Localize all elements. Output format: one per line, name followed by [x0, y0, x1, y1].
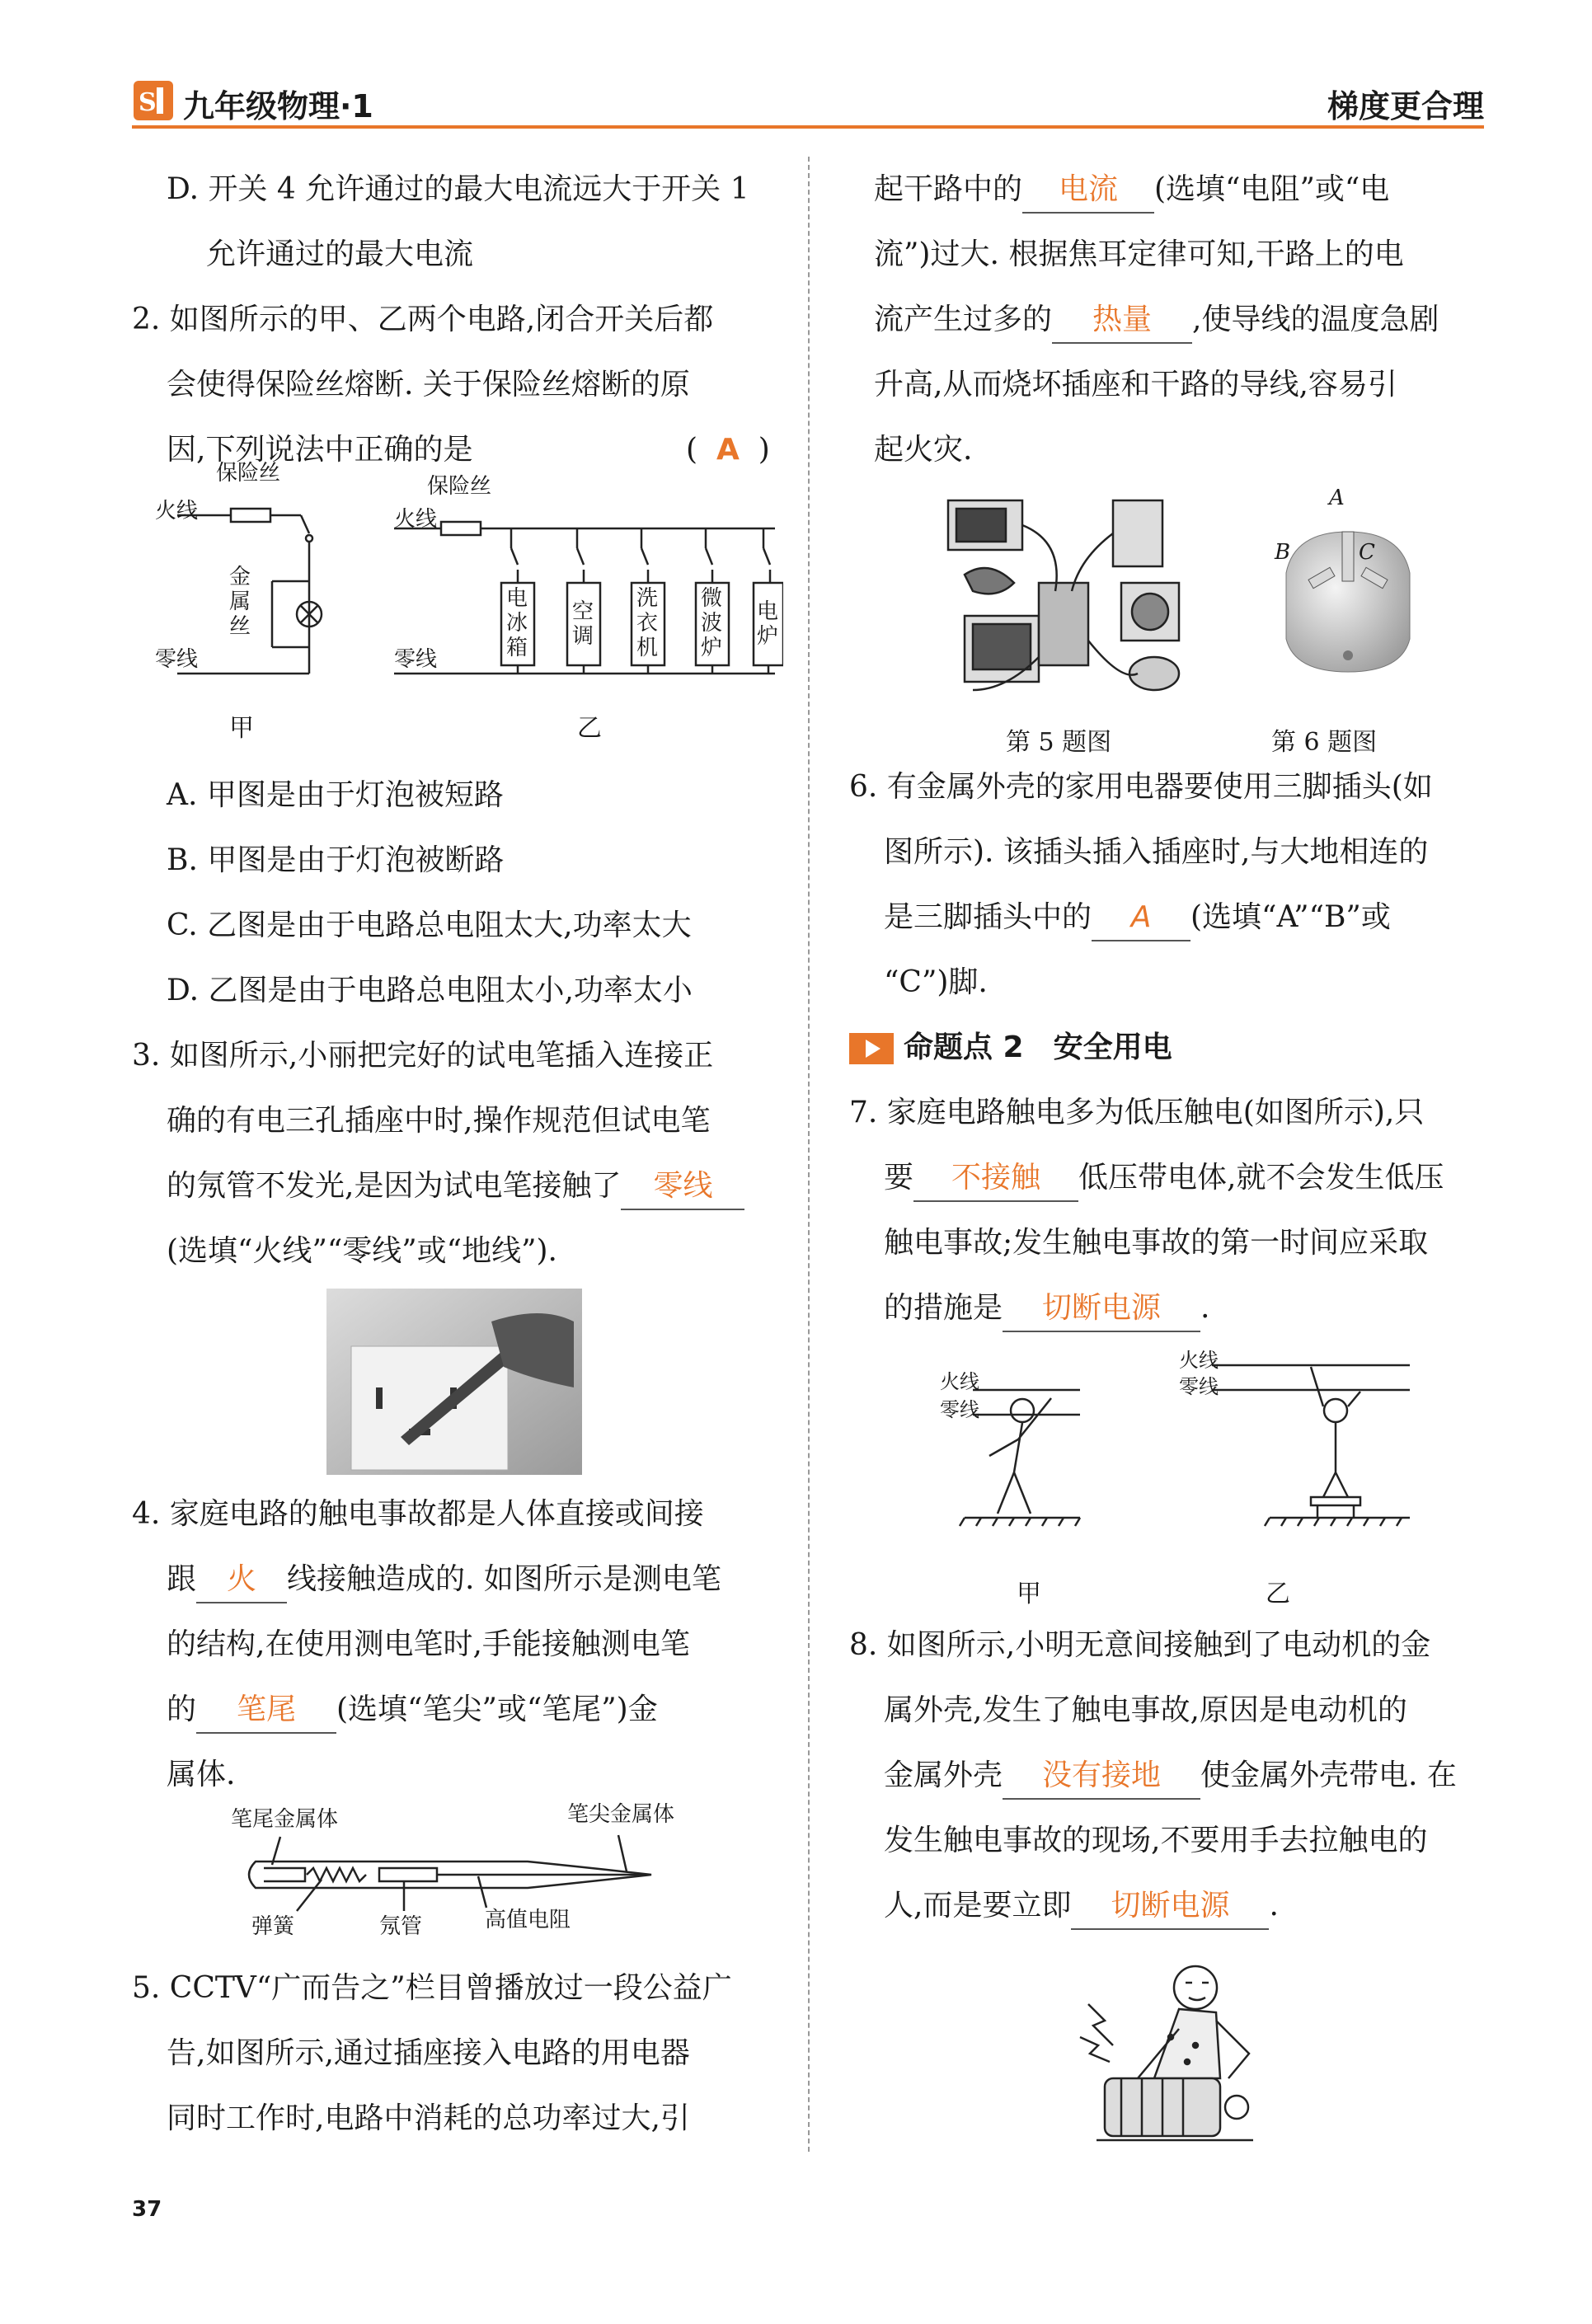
q4-stem-line1: 4. 家庭电路的触电事故都是人体直接或间接 [132, 1497, 704, 1531]
q7-stem-line2: 要 不接触 低压带电体,就不会发生低压 [849, 1145, 1492, 1210]
test-pen-diagram [231, 1829, 660, 1927]
pen-resistor-label: 高值电阻 [485, 1908, 571, 1932]
appliance-fridge-label: 电 冰 箱 [506, 586, 528, 660]
q5-stem-line1: 5. CCTV“广而告之”栏目曾播放过一段公益广 [132, 1971, 732, 2005]
q5-stem-line2: 告,如图所示,通过插座接入电路的用电器 [167, 2036, 690, 2070]
q5-stem-line5: 流”)过大. 根据焦耳定律可知,干路上的电 [874, 237, 1404, 271]
q2-option-a: A. 甲图是由于灯泡被短路 [167, 778, 504, 812]
q7-answer-blank-1: 不接触 [913, 1156, 1078, 1202]
yi-caption: 乙 [577, 714, 602, 743]
plug-label-b: B [1275, 540, 1291, 565]
yi-neutral-wire-label: 零线 [1179, 1375, 1219, 1398]
series-slogan: 梯度更合理 [1327, 88, 1484, 124]
q8-motor-figure [849, 1938, 1492, 2169]
q7-stem-line4: 的措施是 切断电源 . [849, 1275, 1492, 1340]
yi-live-wire-label: 火线 [1179, 1349, 1219, 1372]
q2-stem-line1: 2. 如图所示的甲、乙两个电路,闭合开关后都 [132, 303, 714, 336]
pen-neon-label: 氖管 [379, 1914, 423, 1939]
plug-label-a: A [1329, 486, 1345, 510]
q6-answer-blank: A [1092, 895, 1190, 941]
q4-stem-line2: 跟 火 线接触造成的. 如图所示是测电笔 [132, 1547, 783, 1612]
q5-stem-line6: 流产生过多的 热量 ,使导线的温度急剧 [849, 287, 1492, 352]
q1-option-d-line2: 允许通过的最大电流 [206, 237, 474, 271]
q6-stem-line2: 图所示). 该插头插入插座时,与大地相连的 [884, 835, 1429, 869]
jia-wire-label: 金 属 丝 [229, 565, 251, 639]
q5-answer-blank-1: 电流 [1022, 167, 1154, 214]
q3-stem-line3: 的氖管不发光,是因为试电笔接触了 零线 [132, 1153, 783, 1218]
pen-tip-metal-label: 笔尖金属体 [567, 1802, 675, 1827]
book-title: 九年级物理·1 [183, 88, 373, 124]
q6-stem-line3: 是三脚插头中的 A (选填“A”“B”或 [849, 885, 1492, 950]
q2-option-c: C. 乙图是由于电路总电阻太大,功率太大 [167, 908, 692, 942]
jia-fuse-label: 保险丝 [216, 461, 281, 486]
q2-answer-bracket: ( A ) [686, 433, 770, 467]
q2-stem-text: 因,下列说法中正确的是 [167, 433, 473, 467]
q2-option-d: D. 乙图是由于电路总电阻太小,功率太小 [167, 974, 693, 1007]
test-pen-figure [132, 1802, 783, 1955]
fig5-caption: 第 5 题图 [1006, 728, 1112, 757]
right-column [849, 157, 1492, 2169]
q7-stem-line1: 7. 家庭电路触电多为低压触电(如图所示),只 [849, 1096, 1425, 1129]
q8-stem-line5: 人,而是要立即 切断电源 . [849, 1873, 1492, 1938]
page-header [132, 74, 1484, 132]
plug-label-c: C [1359, 540, 1375, 565]
q2-option-b: B. 甲图是由于灯泡被断路 [167, 843, 505, 877]
q8-stem-line3: 金属外壳 没有接地 使金属外壳带电. 在 [849, 1743, 1492, 1808]
q3-stem-line2: 确的有电三孔插座中时,操作规范但试电笔 [167, 1104, 711, 1138]
three-prong-plug-illustration [1270, 499, 1426, 688]
q4-stem-line3: 的结构,在使用测电笔时,手能接触测电笔 [167, 1627, 690, 1661]
q1-option-d-line1: D. 开关 4 允许通过的最大电流远大于开关 1 [167, 172, 749, 206]
q5-answer-blank-2: 热量 [1052, 298, 1192, 344]
column-divider [808, 157, 810, 2152]
q4-answer-blank-2: 笔尾 [196, 1688, 336, 1734]
q3-answer-blank: 零线 [621, 1164, 744, 1210]
q8-answer-blank-2: 切断电源 [1071, 1884, 1269, 1930]
q6-stem-line4: “C”)脚. [884, 965, 988, 999]
appliance-microwave-label: 微 波 炉 [701, 586, 723, 660]
jia-neutral-label: 零线 [155, 647, 199, 672]
q8-stem-line4: 发生触电事故的现场,不要用手去拉触电的 [884, 1824, 1428, 1857]
yi-live-label: 火线 [394, 507, 438, 532]
q8-answer-blank-1: 没有接地 [1003, 1754, 1200, 1800]
pen-tail-metal-label: 笔尾金属体 [231, 1807, 339, 1832]
appliance-ac-label: 空 调 [572, 599, 594, 649]
q7-shock-figure [849, 1340, 1492, 1613]
appliance-washer-label: 洗 衣 机 [636, 586, 659, 660]
jia-caption: 甲 [229, 714, 254, 743]
q5-stem-line4: 起干路中的 电流 (选填“电阻”或“电 [849, 157, 1492, 222]
q2-circuit-figure [132, 461, 783, 763]
header-rule [132, 125, 1484, 129]
q5-stem-line7: 升高,从而烧坏插座和干路的导线,容易引 [874, 368, 1397, 401]
q7-answer-blank-2: 切断电源 [1003, 1286, 1200, 1332]
left-column [132, 157, 783, 2151]
q3-stem-line1: 3. 如图所示,小丽把完好的试电笔插入连接正 [132, 1039, 714, 1073]
yi-neutral-label: 零线 [394, 647, 438, 672]
q7-stem-line3: 触电事故;发生触电事故的第一时间应采取 [884, 1226, 1429, 1260]
q4-stem-line4: 的 笔尾 (选填“笔尖”或“笔尾”)金 [132, 1677, 783, 1742]
socket-tester-photo [326, 1289, 582, 1475]
overloaded-socket-illustration [940, 492, 1204, 698]
yi-fuse-label: 保险丝 [427, 474, 492, 499]
q7-caption-yi: 乙 [1266, 1580, 1290, 1608]
q2-stem-line2: 会使得保险丝熔断. 关于保险丝熔断的原 [167, 368, 690, 401]
appliance-stove-label: 电 炉 [757, 599, 779, 649]
jia-neutral-wire-label: 零线 [940, 1398, 979, 1421]
publisher-logo-icon [132, 79, 175, 122]
q8-stem-line2: 属外壳,发生了触电事故,原因是电动机的 [884, 1693, 1407, 1727]
q6-stem-line1: 6. 有金属外壳的家用电器要使用三脚插头(如 [849, 770, 1433, 804]
jia-live-label: 火线 [155, 499, 199, 523]
section-heading: 命题点 2 安全用电 [849, 1015, 1492, 1080]
page-number: 37 [132, 2197, 162, 2222]
fig6-caption: 第 6 题图 [1271, 728, 1378, 757]
q7-caption-jia: 甲 [1017, 1580, 1041, 1608]
q3-photo [132, 1284, 783, 1481]
motor-shock-illustration [1072, 1955, 1286, 2153]
q2-answer: A [716, 433, 740, 467]
play-triangle-icon [849, 1033, 894, 1064]
q3-stem-line4: (选填“火线”“零线”或“地线”). [167, 1234, 557, 1268]
svg-text:S: S [139, 88, 157, 117]
q4-stem-line5: 属体. [167, 1758, 236, 1791]
q8-stem-line1: 8. 如图所示,小明无意间接触到了电动机的金 [849, 1628, 1431, 1662]
q5-stem-line3: 同时工作时,电路中消耗的总功率过大,引 [167, 2101, 690, 2135]
q4-answer-blank-1: 火 [196, 1557, 287, 1603]
q5-q6-figures [849, 482, 1492, 757]
pen-spring-label: 弹簧 [251, 1914, 295, 1939]
q5-stem-line8: 起火灾. [874, 433, 973, 467]
jia-live-wire-label: 火线 [940, 1370, 979, 1393]
